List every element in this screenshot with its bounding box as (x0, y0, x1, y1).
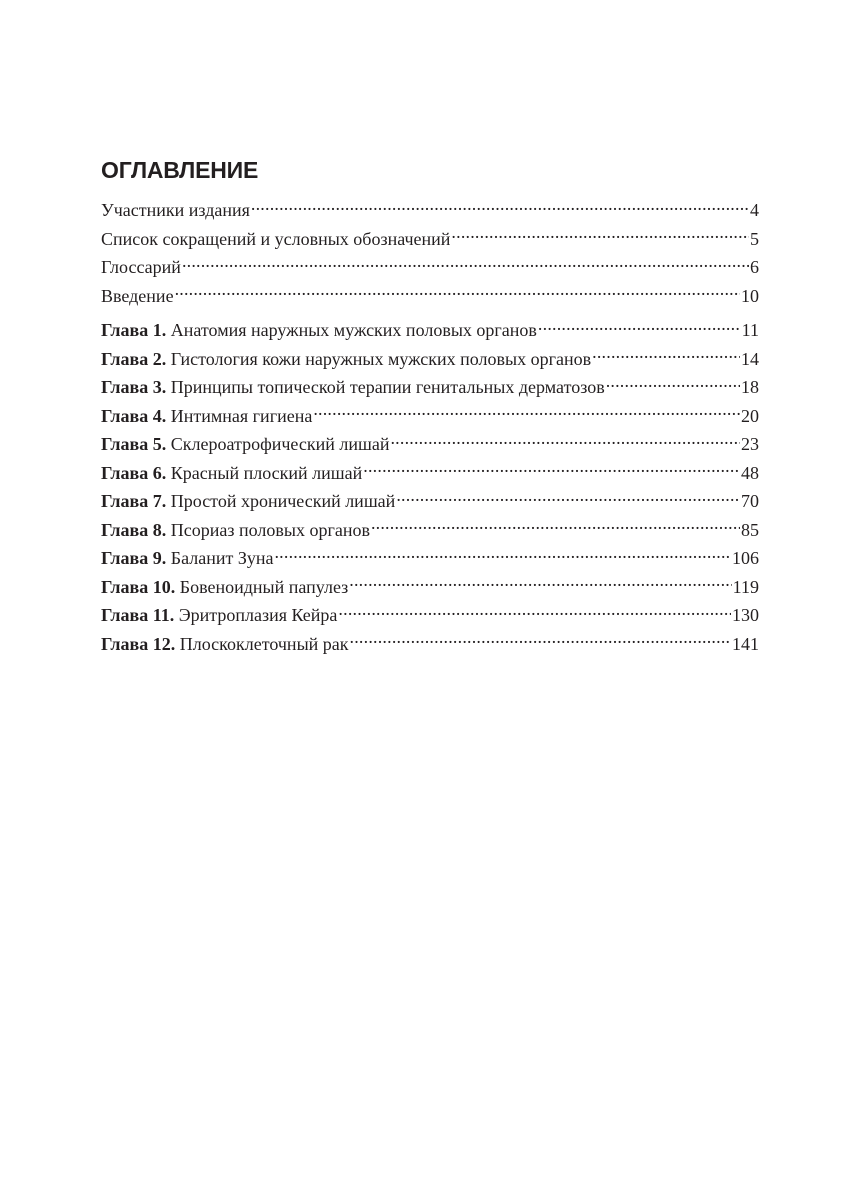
toc-entry-title: Псориаз половых органов (170, 519, 370, 540)
toc-entry-title: Простой хронический лишай (170, 491, 396, 511)
chapter-number: Глава 8. (101, 519, 167, 540)
toc-page-number: 20 (741, 405, 759, 426)
toc-entry-title: Бовеноидный папулез (179, 576, 349, 597)
toc-entry-chapter-7[interactable] (101, 487, 759, 516)
toc-entry-chapter-4[interactable] (101, 402, 759, 431)
toc-page-number: 48 (741, 462, 759, 483)
dot-leader (350, 630, 731, 650)
toc-entry-chapter-10[interactable] (101, 573, 759, 602)
dot-leader (363, 459, 740, 479)
chapter-number: Глава 4. (101, 405, 167, 426)
chapter-number: Глава 1. (101, 320, 167, 340)
toc-entry-title: Список сокращений и условных обозначений (101, 228, 451, 249)
toc-page-number: 10 (741, 285, 759, 306)
chapter-number: Глава 12. (101, 633, 176, 654)
chapter-number: Глава 2. (101, 348, 167, 369)
chapter-number: Глава 5. (101, 434, 167, 454)
toc-entry-title: Глоссарий (101, 257, 181, 277)
chapter-number: Глава 3. (101, 377, 167, 397)
toc-entry-title: Склероатрофический лишай (170, 434, 390, 454)
toc-entry-chapter-5[interactable] (101, 430, 759, 459)
toc-entry-chapter-1[interactable] (101, 316, 759, 345)
page-title: ОГЛАВЛЕНИЕ (101, 157, 259, 183)
dot-leader (313, 402, 740, 422)
toc-page-number: 5 (750, 228, 759, 249)
dot-leader (338, 601, 731, 621)
toc-page-number: 4 (750, 200, 759, 220)
toc-entry-chapter-9[interactable] (101, 544, 759, 573)
chapter-number: Глава 9. (101, 548, 167, 568)
toc-entry-title: Красный плоский лишай (170, 462, 363, 483)
toc-entry-chapter-3[interactable] (101, 373, 759, 402)
toc-page-number: 6 (750, 257, 759, 277)
toc-entry-title: Введение (101, 285, 174, 306)
dot-leader (175, 282, 740, 302)
toc-page-number: 85 (741, 519, 759, 540)
toc-entry-title: Принципы топической терапии генитальных дерматозов (170, 377, 605, 397)
dot-leader (182, 253, 749, 273)
toc-entry-abbreviations[interactable] (101, 225, 759, 254)
table-of-contents (101, 156, 759, 658)
toc-page-number: 14 (741, 348, 759, 369)
toc-page-number: 11 (741, 320, 759, 340)
toc-page-number: 119 (732, 576, 759, 597)
dot-leader (390, 430, 740, 450)
chapter-number: Глава 10. (101, 576, 176, 597)
toc-chapters-list (101, 316, 759, 658)
chapter-number: Глава 6. (101, 462, 167, 483)
toc-entry-chapter-2[interactable] (101, 345, 759, 374)
toc-entry-chapter-8[interactable] (101, 516, 759, 545)
dot-leader (371, 516, 740, 536)
dot-leader (606, 373, 740, 393)
dot-leader (396, 487, 740, 507)
dot-leader (251, 196, 749, 216)
toc-page-number: 106 (732, 548, 759, 568)
dot-leader (451, 225, 749, 245)
toc-entry-title: Интимная гигиена (170, 405, 313, 426)
toc-page-number: 18 (741, 377, 759, 397)
toc-entry-title: Плоскоклеточный рак (179, 633, 349, 654)
toc-entry-title: Участники издания (101, 200, 250, 220)
chapter-number: Глава 7. (101, 491, 167, 511)
dot-leader (274, 544, 731, 564)
toc-entry-title: Анатомия наружных мужских половых органов (170, 320, 537, 340)
toc-front-matter-list (101, 196, 759, 310)
toc-page-number: 23 (741, 434, 759, 454)
toc-entry-glossary[interactable] (101, 253, 759, 282)
toc-entry-chapter-11[interactable] (101, 601, 759, 630)
toc-entry-introduction[interactable] (101, 282, 759, 311)
toc-entry-title: Эритроплазия Кейра (178, 605, 338, 625)
dot-leader (349, 573, 731, 593)
toc-entry-participants[interactable] (101, 196, 759, 225)
dot-leader (592, 345, 740, 365)
toc-entry-chapter-12[interactable] (101, 630, 759, 659)
toc-entry-title: Баланит Зуна (170, 548, 274, 568)
toc-page-number: 70 (741, 491, 759, 511)
dot-leader (538, 316, 741, 336)
toc-page-number: 130 (732, 605, 759, 625)
toc-entry-title: Гистология кожи наружных мужских половых органов (170, 348, 592, 369)
toc-page-number: 141 (732, 633, 759, 654)
chapter-number: Глава 11. (101, 605, 175, 625)
toc-entry-chapter-6[interactable] (101, 459, 759, 488)
